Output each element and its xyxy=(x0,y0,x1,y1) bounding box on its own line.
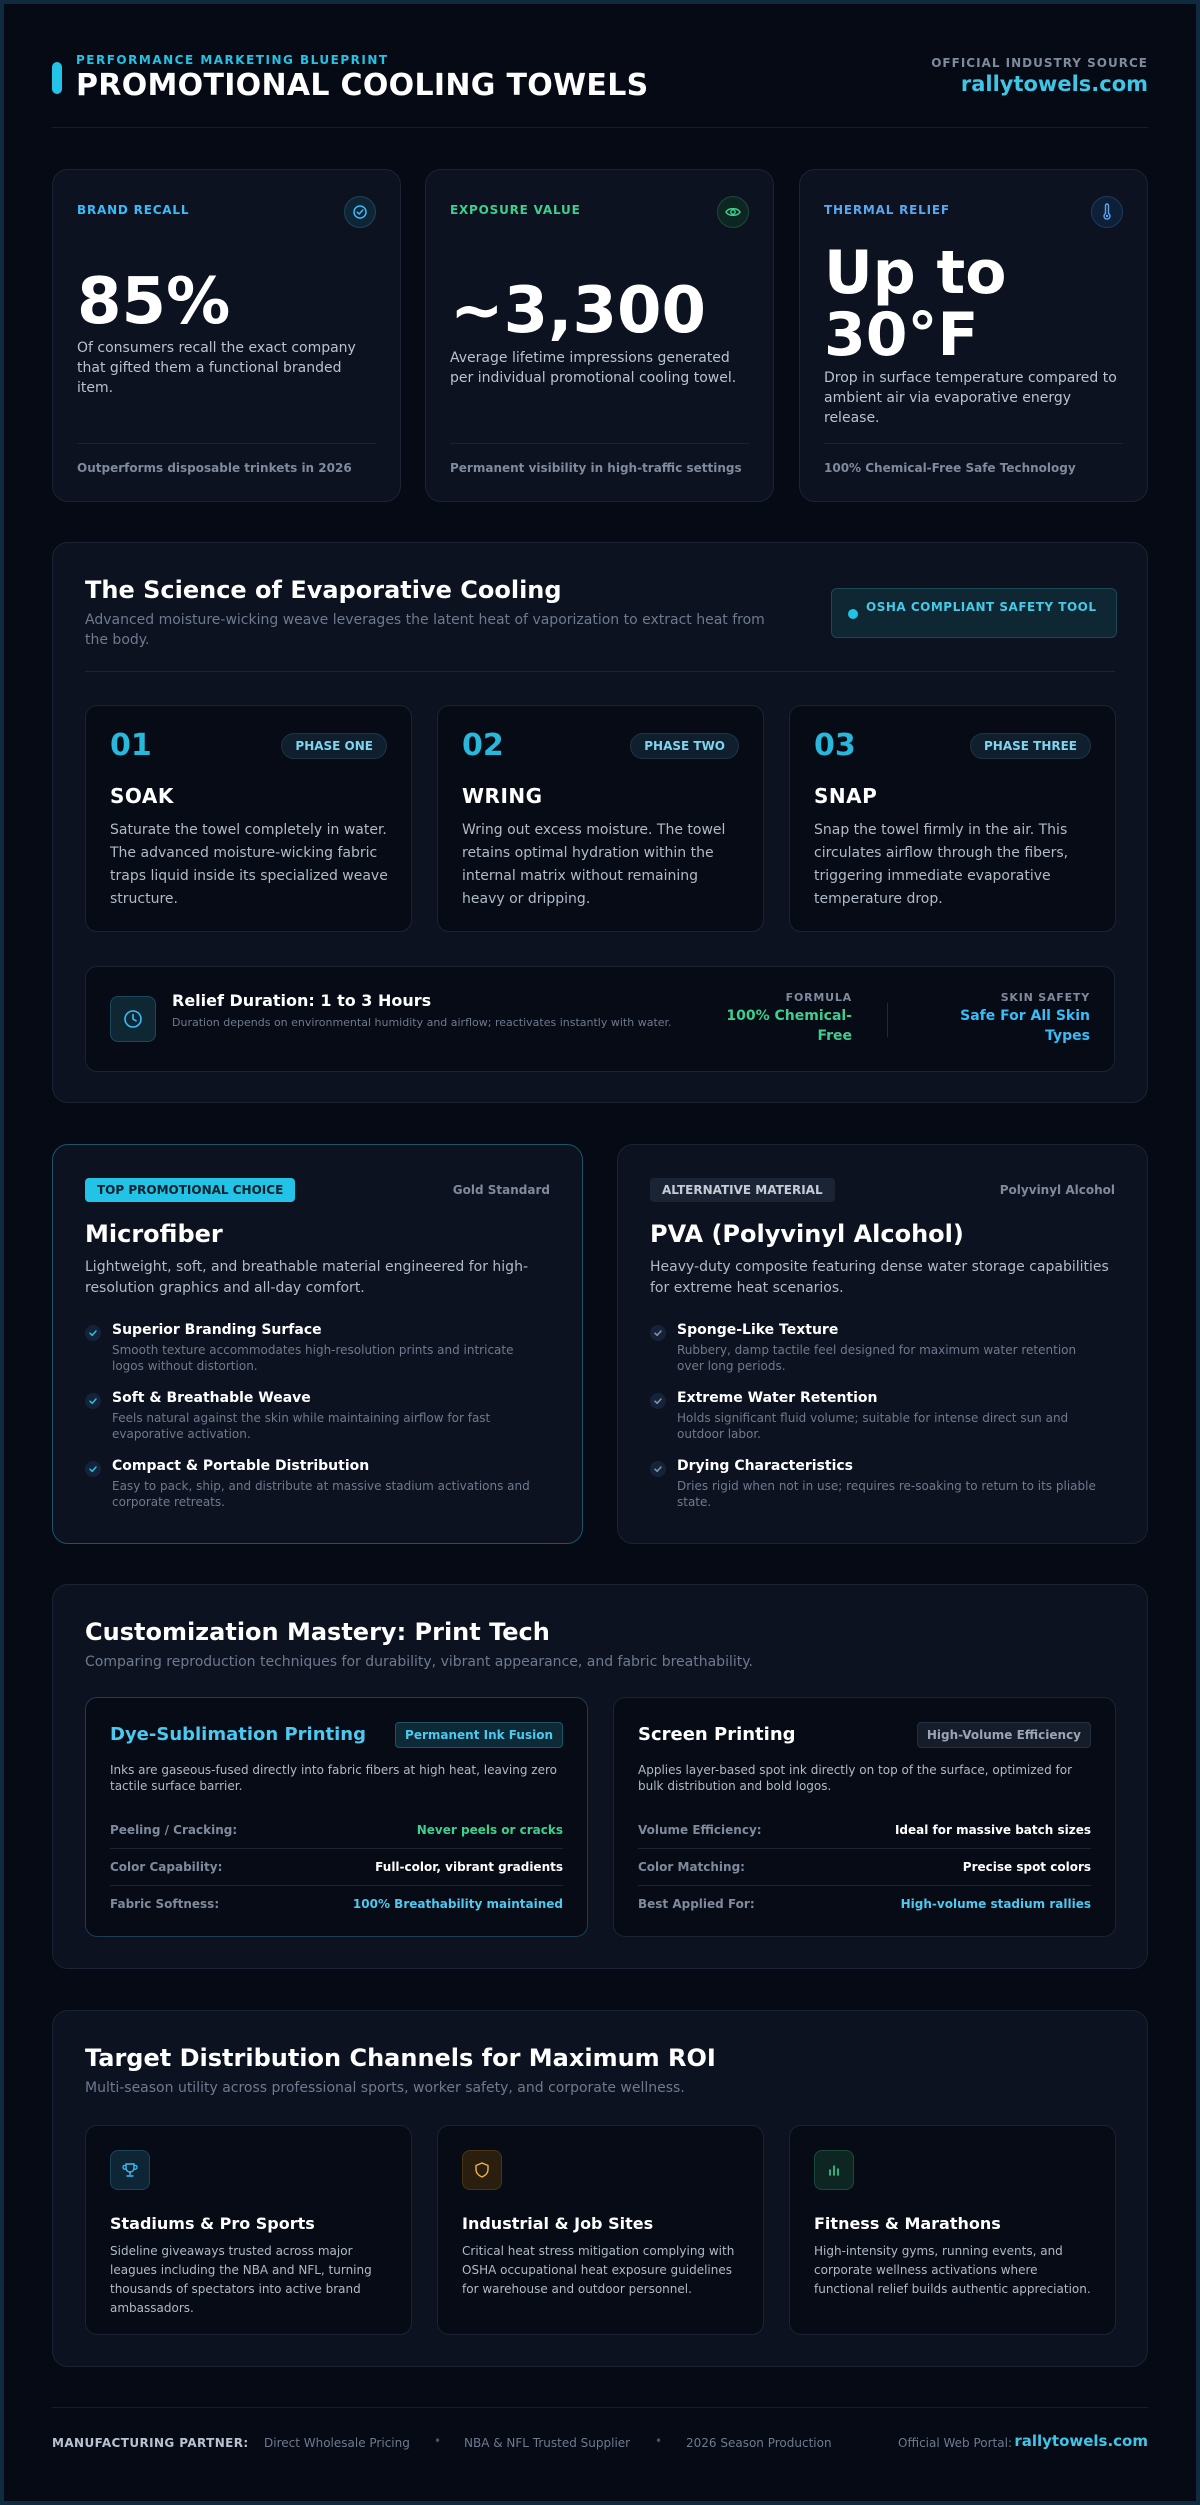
feature-title: Compact & Portable Distribution xyxy=(112,1458,370,1474)
material-subtag: Polyvinyl Alcohol xyxy=(999,1183,1115,1197)
check-icon xyxy=(650,1461,666,1477)
skin-safety-value-line-2: Types xyxy=(1045,1028,1090,1044)
material-description: Lightweight, soft, and breathable material engineered for high-resolution graphics and all-day comfort. xyxy=(85,1259,528,1296)
section-divider xyxy=(85,671,1115,672)
channel-text: Sideline giveaways trusted across major leagues including the NBA and NFL, turning thousands of spectators into active brand ambassadors. xyxy=(110,2244,372,2315)
comparison-row xyxy=(638,1849,1091,1886)
method-badge: Permanent Ink Fusion xyxy=(395,1722,563,1748)
formula-value-line-1: 100% Chemical- xyxy=(726,1008,852,1024)
stat-footer: Permanent visibility in high-traffic settings xyxy=(450,461,742,475)
stat-footer: 100% Chemical-Free Safe Technology xyxy=(824,461,1076,475)
row-key: Best Applied For: xyxy=(638,1897,755,1911)
phase-pill: PHASE TWO xyxy=(630,733,739,759)
feature-title: Extreme Water Retention xyxy=(677,1390,878,1406)
material-subtag: Gold Standard xyxy=(452,1183,550,1197)
trophy-icon xyxy=(110,2150,150,2190)
stat-divider xyxy=(824,443,1123,444)
row-key: Color Matching: xyxy=(638,1860,745,1874)
step-number: 02 xyxy=(462,728,504,763)
source-label: OFFICIAL INDUSTRY SOURCE xyxy=(931,56,1148,70)
status-dot xyxy=(848,609,858,619)
row-value: Full-color, vibrant gradients xyxy=(375,1860,563,1874)
alternative-material-badge: ALTERNATIVE MATERIAL xyxy=(650,1178,835,1202)
phase-pill: PHASE THREE xyxy=(970,733,1091,759)
shield-icon xyxy=(462,2150,502,2190)
row-value: Precise spot colors xyxy=(962,1860,1091,1874)
header-eyebrow: PERFORMANCE MARKETING BLUEPRINT xyxy=(76,53,389,67)
footer-bullet: • xyxy=(434,2434,442,2448)
method-title: Screen Printing xyxy=(638,1724,796,1745)
step-number: 01 xyxy=(110,728,152,763)
thermometer-icon xyxy=(1091,196,1123,228)
step-card-soak xyxy=(85,705,412,932)
section-subtitle: Comparing reproduction techniques for durability, vibrant appearance, and fabric breathability. xyxy=(85,1654,753,1670)
step-number: 03 xyxy=(814,728,856,763)
footer-item: 2026 Season Production xyxy=(686,2436,832,2450)
comparison-row xyxy=(638,1812,1091,1849)
method-card-screen-printing xyxy=(613,1697,1116,1937)
row-value: High-volume stadium rallies xyxy=(900,1897,1091,1911)
step-card-snap xyxy=(789,705,1116,932)
accent-bar xyxy=(52,62,62,94)
method-badge: High-Volume Efficiency xyxy=(917,1722,1091,1748)
method-card-dye-sublimation xyxy=(85,1697,588,1937)
distribution-channels-section xyxy=(52,2010,1148,2367)
material-title: Microfiber xyxy=(85,1220,223,1248)
stat-value-line-2: 30°F xyxy=(824,300,979,370)
stat-value: ~3,300 xyxy=(450,274,707,348)
portal-link[interactable]: rallytowels.com xyxy=(1014,2432,1148,2450)
stat-divider xyxy=(450,443,749,444)
check-circle-icon xyxy=(344,196,376,228)
feature-text: Dries rigid when not in use; requires re-soaking to return to its pliable state. xyxy=(677,1479,1096,1509)
skin-safety-value-line-1: Safe For All Skin xyxy=(960,1008,1090,1024)
channel-card-stadiums xyxy=(85,2125,412,2335)
row-value: Ideal for massive batch sizes xyxy=(894,1823,1091,1837)
top-choice-badge: TOP PROMOTIONAL CHOICE xyxy=(85,1178,295,1202)
material-description: Heavy-duty composite featuring dense water storage capabilities for extreme heat scenarios. xyxy=(650,1259,1109,1296)
channel-title: Stadiums & Pro Sports xyxy=(110,2214,315,2233)
stat-value: 85% xyxy=(77,265,231,339)
step-name: WRING xyxy=(462,784,543,808)
formula-value-line-2: Free xyxy=(817,1028,852,1044)
row-key: Volume Efficiency: xyxy=(638,1823,762,1837)
header-divider xyxy=(52,127,1148,128)
channel-text: Critical heat stress mitigation complying with OSHA occupational heat exposure guidelines for warehouse and outdoor personnel. xyxy=(462,2244,735,2296)
feature-text: Smooth texture accommodates high-resolution prints and intricate logos without distortion. xyxy=(112,1343,514,1373)
feature-text: Feels natural against the skin while maintaining airflow for fast evaporative activation. xyxy=(112,1411,491,1441)
comparison-row xyxy=(110,1886,563,1923)
osha-badge-label: OSHA COMPLIANT SAFETY TOOL xyxy=(866,600,1097,614)
step-text: Saturate the towel completely in water. The advanced moisture-wicking fabric traps liquid inside its specialized weave structure. xyxy=(110,822,388,907)
comparison-row xyxy=(638,1886,1091,1923)
footer-item: Direct Wholesale Pricing xyxy=(264,2436,410,2450)
footer-item: NBA & NFL Trusted Supplier xyxy=(464,2436,631,2450)
check-icon xyxy=(85,1461,101,1477)
footer-bullet: • xyxy=(655,2434,663,2448)
row-value: 100% Breathability maintained xyxy=(352,1897,563,1911)
stat-card-exposure-value xyxy=(425,169,774,502)
channel-text: High-intensity gyms, running events, and corporate wellness activations where functional relief builds authentic appreciation. xyxy=(814,2244,1091,2296)
feature-title: Superior Branding Surface xyxy=(112,1322,322,1338)
material-card-microfiber xyxy=(52,1144,583,1544)
partner-label: MANUFACTURING PARTNER: xyxy=(52,2436,249,2450)
row-key: Fabric Softness: xyxy=(110,1897,220,1911)
stat-footer: Outperforms disposable trinkets in 2026 xyxy=(77,461,352,475)
stat-label: EXPOSURE VALUE xyxy=(450,203,581,217)
feature-text: Holds significant fluid volume; suitable for intense direct sun and outdoor labor. xyxy=(677,1411,1069,1441)
section-title: Customization Mastery: Print Tech xyxy=(85,1618,550,1646)
channel-card-industrial xyxy=(437,2125,764,2335)
stat-label: BRAND RECALL xyxy=(77,203,190,217)
check-icon xyxy=(85,1325,101,1341)
feature-title: Drying Characteristics xyxy=(677,1458,853,1474)
row-value: Never peels or cracks xyxy=(416,1823,563,1837)
portal-label: Official Web Portal: xyxy=(898,2436,1012,2450)
channel-title: Industrial & Job Sites xyxy=(462,2214,654,2233)
channel-title: Fitness & Marathons xyxy=(814,2214,1001,2233)
material-card-pva xyxy=(617,1144,1148,1544)
stat-card-thermal-relief xyxy=(799,169,1148,502)
method-description: Inks are gaseous-fused directly into fabric fibers at high heat, leaving zero tactile surface barrier. xyxy=(110,1763,557,1793)
relief-subtitle: Duration depends on environmental humidity and airflow; reactivates instantly with water. xyxy=(172,1016,672,1029)
check-icon xyxy=(650,1393,666,1409)
stat-description: Average lifetime impressions generated per individual promotional cooling towel. xyxy=(450,350,737,386)
check-icon xyxy=(650,1325,666,1341)
row-key: Peeling / Cracking: xyxy=(110,1823,238,1837)
stat-value xyxy=(824,238,1007,370)
vertical-divider xyxy=(887,1003,888,1037)
channel-card-fitness xyxy=(789,2125,1116,2335)
print-tech-section xyxy=(52,1584,1148,1969)
skin-safety-label: SKIN SAFETY xyxy=(1000,991,1090,1004)
step-text: Snap the towel firmly in the air. This circulates airflow through the fibers, triggering immediate evaporative temperature drop. xyxy=(814,822,1069,907)
phase-pill: PHASE ONE xyxy=(281,733,387,759)
stat-value-line-1: Up to xyxy=(824,238,1007,308)
science-section xyxy=(52,542,1148,1103)
step-card-wring xyxy=(437,705,764,932)
source-site-link[interactable]: rallytowels.com xyxy=(960,72,1148,96)
material-title: PVA (Polyvinyl Alcohol) xyxy=(650,1220,964,1248)
section-subtitle: Advanced moisture-wicking weave leverages the latent heat of vaporization to extract heat from the body. xyxy=(85,612,765,648)
comparison-row xyxy=(110,1812,563,1849)
formula-stat xyxy=(726,991,852,1046)
feature-title: Sponge-Like Texture xyxy=(677,1322,839,1338)
skin-safety-stat xyxy=(960,991,1090,1046)
formula-value xyxy=(726,1006,852,1046)
section-title: The Science of Evaporative Cooling xyxy=(85,576,562,604)
method-title: Dye-Sublimation Printing xyxy=(110,1724,367,1745)
clock-icon xyxy=(110,996,156,1042)
stat-card-brand-recall xyxy=(52,169,401,502)
step-text: Wring out excess moisture. The towel retains optimal hydration within the internal matrix without remaining heavy or dripping. xyxy=(462,822,726,907)
osha-badge xyxy=(831,588,1117,638)
page-footer xyxy=(52,2432,1148,2456)
formula-label: FORMULA xyxy=(785,991,852,1004)
check-icon xyxy=(85,1393,101,1409)
step-name: SNAP xyxy=(814,784,878,808)
page-title: PROMOTIONAL COOLING TOWELS xyxy=(76,68,649,103)
stat-divider xyxy=(77,443,376,444)
row-key: Color Capability: xyxy=(110,1860,223,1874)
comparison-row xyxy=(110,1849,563,1886)
section-subtitle: Multi-season utility across professional sports, worker safety, and corporate wellness. xyxy=(85,2080,685,2096)
relief-duration-panel xyxy=(85,966,1115,1072)
stat-label: THERMAL RELIEF xyxy=(824,203,950,217)
bar-chart-icon xyxy=(814,2150,854,2190)
eye-icon xyxy=(717,196,749,228)
footer-divider xyxy=(52,2407,1148,2408)
section-title: Target Distribution Channels for Maximum ROI xyxy=(85,2044,716,2072)
skin-safety-value xyxy=(960,1006,1090,1046)
feature-text: Rubbery, damp tactile feel designed for maximum water retention over long periods. xyxy=(677,1343,1077,1373)
feature-title: Soft & Breathable Weave xyxy=(112,1390,311,1406)
feature-text: Easy to pack, ship, and distribute at massive stadium activations and corporate retreats. xyxy=(112,1479,530,1509)
relief-title: Relief Duration: 1 to 3 Hours xyxy=(172,991,432,1010)
stat-description: Of consumers recall the exact company that gifted them a functional branded item. xyxy=(77,340,356,396)
page-header xyxy=(52,48,1148,128)
step-name: SOAK xyxy=(110,784,174,808)
method-description: Applies layer-based spot ink directly on top of the surface, optimized for bulk distribution and bold logos. xyxy=(638,1763,1072,1793)
stat-description: Drop in surface temperature compared to ambient air via evaporative energy release. xyxy=(824,370,1117,426)
